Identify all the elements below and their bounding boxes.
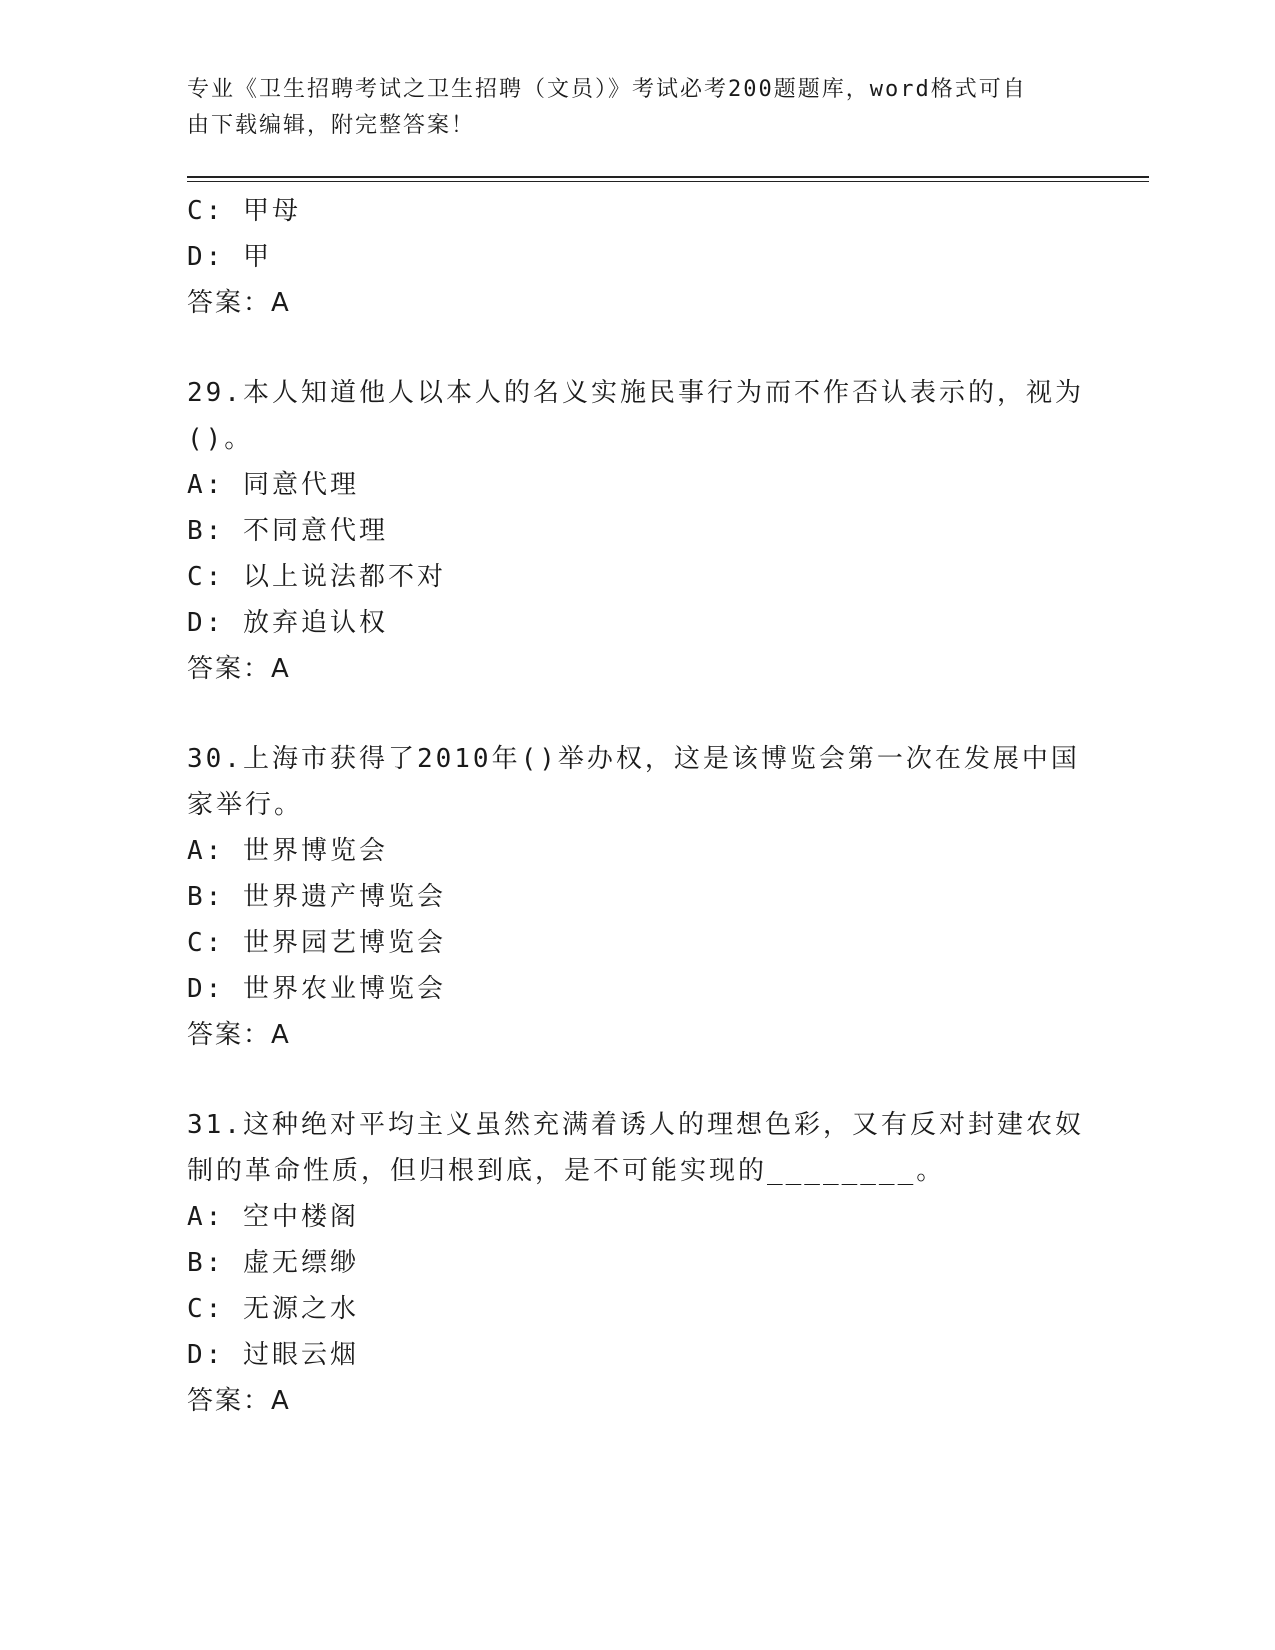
question-30 <box>187 736 1087 1058</box>
document-body <box>187 188 1087 1424</box>
option-a: A: 空中楼阁 <box>187 1202 359 1232</box>
option-b: B: 世界遗产博览会 <box>187 882 446 912</box>
question-29 <box>187 370 1087 692</box>
header-rule-thick <box>187 176 1149 178</box>
question-stem-line-1: 30.上海市获得了2010年()举办权，这是该博览会第一次在发展中国 <box>187 744 1080 774</box>
option-c: C: 无源之水 <box>187 1294 359 1324</box>
answer: 答案：A <box>187 1386 291 1416</box>
question-stem-line-2: 家举行。 <box>187 790 304 820</box>
option-a: A: 世界博览会 <box>187 836 388 866</box>
option-c: C: 甲母 <box>187 196 301 226</box>
header-line-1: 专业《卫生招聘考试之卫生招聘（文员）》考试必考200题题库，word格式可自 <box>187 77 1027 102</box>
option-d: D: 世界农业博览会 <box>187 974 446 1004</box>
option-a: A: 同意代理 <box>187 470 359 500</box>
answer: 答案：A <box>187 1020 291 1050</box>
option-d: D: 过眼云烟 <box>187 1340 359 1370</box>
answer: 答案：A <box>187 288 291 318</box>
question-31 <box>187 1102 1087 1424</box>
question-stem-line-2: 制的革命性质，但归根到底，是不可能实现的________。 <box>187 1156 946 1186</box>
option-b: B: 不同意代理 <box>187 516 388 546</box>
question-stem-line-1: 31.这种绝对平均主义虽然充满着诱人的理想色彩，又有反对封建农奴 <box>187 1110 1084 1140</box>
document-header <box>187 72 1087 144</box>
question-28-tail <box>187 188 1087 326</box>
question-stem-line-1: 29.本人知道他人以本人的名义实施民事行为而不作否认表示的，视为 <box>187 378 1084 408</box>
answer: 答案：A <box>187 654 291 684</box>
header-rule-thin <box>187 181 1149 182</box>
option-d: D: 放弃追认权 <box>187 608 388 638</box>
option-c: C: 以上说法都不对 <box>187 562 446 592</box>
option-b: B: 虚无缥缈 <box>187 1248 359 1278</box>
question-stem-line-2: ()。 <box>187 424 254 454</box>
option-d: D: 甲 <box>187 242 272 272</box>
option-c: C: 世界园艺博览会 <box>187 928 446 958</box>
header-line-2: 由下载编辑，附完整答案！ <box>187 113 476 138</box>
